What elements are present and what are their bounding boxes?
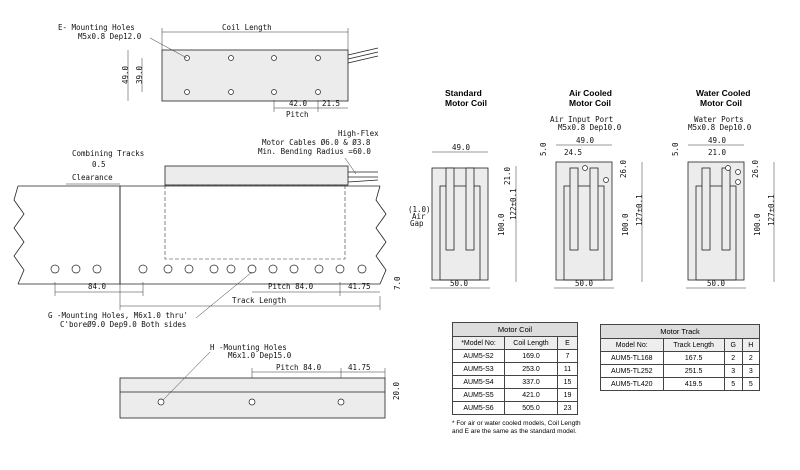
table-cell: 5 — [724, 378, 742, 391]
table-cell: 337.0 — [505, 376, 558, 389]
coil-side-view — [14, 129, 402, 329]
h-holes-label: H -Mounting Holes — [210, 343, 287, 352]
table-cell: AUM5-S2 — [453, 350, 505, 363]
motor-coil-table-title: Motor Coil — [452, 322, 578, 336]
water-title: Water Cooled — [696, 88, 751, 98]
g-holes-label: G -Mounting Holes, M6x1.0 thru' — [48, 311, 188, 320]
table-row — [601, 352, 760, 365]
table-header: Track Length — [663, 339, 724, 352]
air-gap-1: (1.0) — [408, 205, 431, 214]
motor-coil-table — [452, 322, 578, 415]
dim-127: 127±0.1 — [767, 194, 776, 226]
track-holes — [51, 265, 366, 273]
dim-100: 100.0 — [621, 213, 630, 236]
table-cell: 19 — [557, 389, 577, 402]
table-row — [601, 365, 760, 378]
dim-100: 100.0 — [497, 213, 506, 236]
mounting-hole — [229, 56, 234, 61]
dim-127: 127±0.1 — [635, 194, 644, 226]
dim-20: 20.0 — [392, 381, 401, 400]
dim-5: 5.0 — [671, 142, 680, 156]
clearance-label: Clearance — [72, 173, 113, 182]
table-cell: 505.0 — [505, 402, 558, 415]
dim-21: 21.0 — [503, 166, 512, 185]
mounting-hole — [272, 90, 277, 95]
mounting-hole — [249, 399, 255, 405]
h-spec-label: M6x1.0 Dep15.0 — [228, 351, 292, 360]
mounting-hole — [338, 399, 344, 405]
coil-note: * For air or water cooled models, Coil Length and E are the same as the standard model. — [452, 420, 581, 435]
mounting-hole — [229, 90, 234, 95]
air-title-2: Motor Coil — [569, 98, 612, 108]
motor-track-table-title: Motor Track — [600, 324, 760, 338]
dim-84: 84.0 — [88, 282, 107, 291]
table-cell: 3 — [742, 365, 759, 378]
dim-26: 26.0 — [751, 159, 760, 178]
air-cooled-section — [539, 88, 644, 288]
table-cell: 419.5 — [663, 378, 724, 391]
dim-100: 100.0 — [753, 213, 762, 236]
table-cell: 2 — [742, 352, 759, 365]
gap-dim: 0.5 — [92, 160, 106, 169]
motor-cables-label: Motor Cables Ø6.0 & Ø3.8 — [262, 138, 371, 147]
mounting-holes-spec: M5x0.8 Dep12.0 — [78, 32, 142, 41]
table-cell: 7 — [557, 350, 577, 363]
dim-50: 50.0 — [707, 279, 726, 288]
table-cell: AUM5-TL252 — [601, 365, 664, 378]
track-length-label: Track Length — [232, 296, 287, 305]
table-row — [453, 376, 578, 389]
table-header: E — [557, 337, 577, 350]
coil-top-view — [58, 23, 378, 119]
coil-side-body — [165, 166, 348, 185]
table-cell: 11 — [557, 363, 577, 376]
table-cell: 251.5 — [663, 365, 724, 378]
dim-21-5: 21.5 — [322, 99, 341, 108]
bending-radius-label: Min. Bending Radius =60.0 — [258, 147, 371, 156]
table-cell: 5 — [742, 378, 759, 391]
table-cell: 3 — [724, 365, 742, 378]
table-cell: AUM5-S3 — [453, 363, 505, 376]
dim-5: 5.0 — [539, 142, 548, 156]
air-title: Air Cooled — [569, 88, 612, 98]
dim-21: 21.0 — [708, 148, 727, 157]
dim-41-75: 41.75 — [348, 363, 371, 372]
g-cbore-label: C'boreØ9.0 Dep9.0 Both sides — [60, 320, 187, 329]
water-ports-label: Water Ports — [694, 115, 744, 124]
pitch-84-label: Pitch 84.0 — [276, 363, 322, 372]
dim-49: 49.0 — [576, 136, 595, 145]
table-cell: AUM5-TL168 — [601, 352, 664, 365]
table-row — [601, 378, 760, 391]
dim-122: 122±0.1 — [509, 188, 518, 220]
mounting-hole — [316, 56, 321, 61]
table-cell: AUM5-S6 — [453, 402, 505, 415]
standard-title: Standard — [445, 88, 482, 98]
dim-50: 50.0 — [450, 279, 469, 288]
table-header: Model No: — [601, 339, 664, 352]
mounting-holes-title: E- Mounting Holes — [58, 23, 135, 32]
air-port-spec: M5x0.8 Dep10.0 — [558, 123, 622, 132]
dim-39: 39.0 — [135, 65, 144, 84]
mounting-hole — [316, 90, 321, 95]
water-title-2: Motor Coil — [700, 98, 743, 108]
dim-24-5: 24.5 — [564, 148, 583, 157]
pitch-label: Pitch — [286, 110, 309, 119]
water-cooled-section — [671, 88, 776, 288]
air-input-port-label: Air Input Port — [550, 115, 614, 124]
table-cell: AUM5-TL420 — [601, 378, 664, 391]
dim-26: 26.0 — [619, 159, 628, 178]
table-cell: 167.5 — [663, 352, 724, 365]
track-body — [120, 378, 385, 418]
mounting-hole — [272, 56, 277, 61]
pitch-84-label: Pitch 84.0 — [268, 282, 314, 291]
dim-49: 49.0 — [708, 136, 727, 145]
dim-50: 50.0 — [575, 279, 594, 288]
standard-title-2: Motor Coil — [445, 98, 488, 108]
coil-length-label: Coil Length — [222, 23, 272, 32]
table-row — [453, 389, 578, 402]
dim-7: 7.0 — [393, 276, 402, 290]
combining-tracks-label: Combining Tracks — [72, 149, 145, 158]
dim-49: 49.0 — [121, 65, 130, 84]
mounting-hole — [185, 90, 190, 95]
standard-section — [408, 88, 518, 288]
table-header: H — [742, 339, 759, 352]
table-cell: 421.0 — [505, 389, 558, 402]
table-cell: 15 — [557, 376, 577, 389]
table-header: G — [724, 339, 742, 352]
table-row — [453, 363, 578, 376]
dim-41-75: 41.75 — [348, 282, 371, 291]
motor-track-table — [600, 324, 760, 391]
table-cell: 253.0 — [505, 363, 558, 376]
air-gap-3: Gap — [410, 219, 424, 228]
dim-42: 42.0 — [289, 99, 308, 108]
track-view — [120, 343, 401, 418]
air-gap-2: Air — [412, 212, 426, 221]
dim-49: 49.0 — [452, 143, 471, 152]
table-cell: 169.0 — [505, 350, 558, 363]
table-row — [453, 402, 578, 415]
table-cell: 23 — [557, 402, 577, 415]
table-header: *Model No: — [453, 337, 505, 350]
table-cell: AUM5-S5 — [453, 389, 505, 402]
table-row — [453, 350, 578, 363]
table-cell: 2 — [724, 352, 742, 365]
table-cell: AUM5-S4 — [453, 376, 505, 389]
high-flex-label: High-Flex — [338, 129, 379, 138]
table-header: Coil Length — [505, 337, 558, 350]
water-port-spec: M5x0.8 Dep10.0 — [688, 123, 752, 132]
